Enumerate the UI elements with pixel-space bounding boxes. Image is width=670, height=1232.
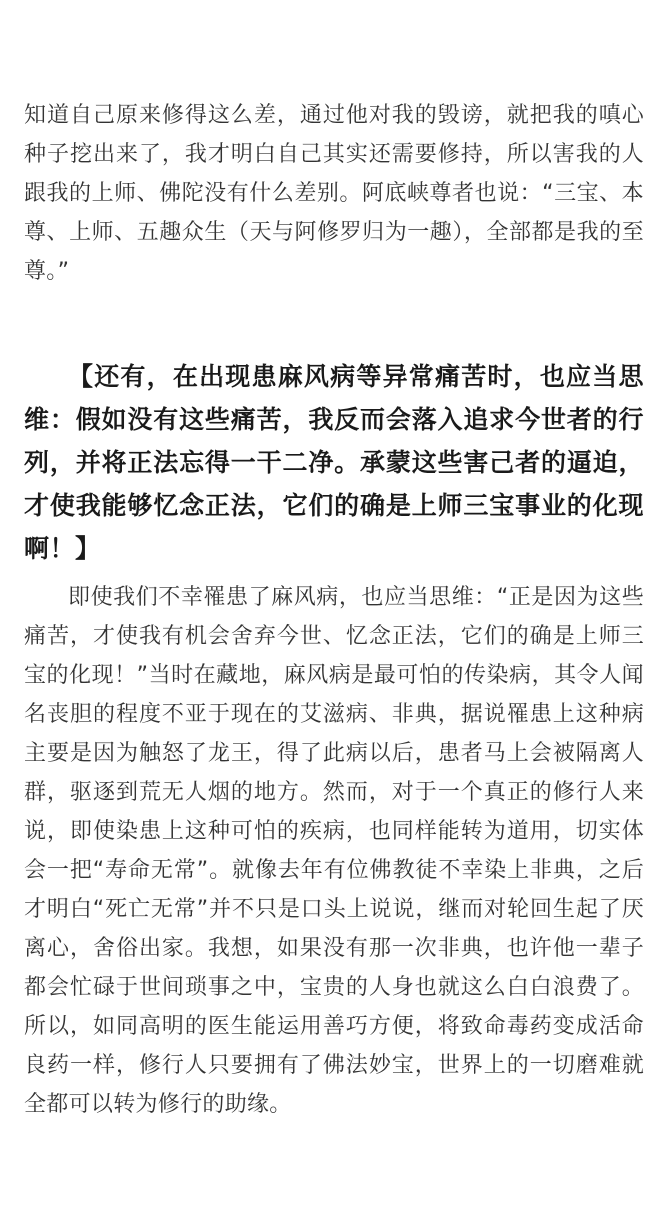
paragraph-intro: 知道自己原来修得这么差，通过他对我的毁谤，就把我的嗔心种子挖出来了，我才明白自己其实还需要修持，所以害我的人跟我的上师、佛陀没有什么差别。阿底峡尊者也说：“三宝、本尊、上师、五趣众生（天与阿修罗归为一趣），全部都是我的至尊。” — [24, 103, 644, 284]
paragraph-spacer — [24, 570, 644, 578]
paragraph-commentary: 即使我们不幸罹患了麻风病，也应当思维：“正是因为这些痛苦，才使我有机会舍弃今世、忆念正法，它们的确是上师三宝的化现！”当时在藏地，麻风病是最可怕的传染病，其令人闻名丧胆的程度不亚于现在的艾滋病、非典，据说罹患上这种病主要是因为触怒了龙王，得了此病以后，患者马上会被隔离人群，驱逐到荒无人烟的地方。然而，对于一个真正的修行人来说，即使染患上这种可怕的疾病，也同样能转为道用，切实体会一把“寿命无常”。就像去年有位佛教徒不幸染上非典，之后才明白“死亡无常”并不只是口头上说说，继而对轮回生起了厌离心，舍俗出家。我想，如果没有那一次非典，也许他一辈子都会忙碌于世间琐事之中，宝贵的人身也就这么白白浪费了。所以，如同高明的医生能运用善巧方便，将致命毒药变成活命良药一样，修行人只要拥有了佛法妙宝，世界上的一切磨难就全都可以转为修行的助缘。 — [24, 585, 644, 1117]
paragraph-emphasis-root-text: 【还有，在出现患麻风病等异常痛苦时，也应当思维：假如没有这些痛苦，我反而会落入追求今世者的行列，并将正法忘得一干二净。承蒙这些害己者的逼迫，才使我能够忆念正法，它们的确是上师三宝事业的化现啊！】 — [24, 362, 644, 563]
document-page — [24, 96, 644, 1124]
